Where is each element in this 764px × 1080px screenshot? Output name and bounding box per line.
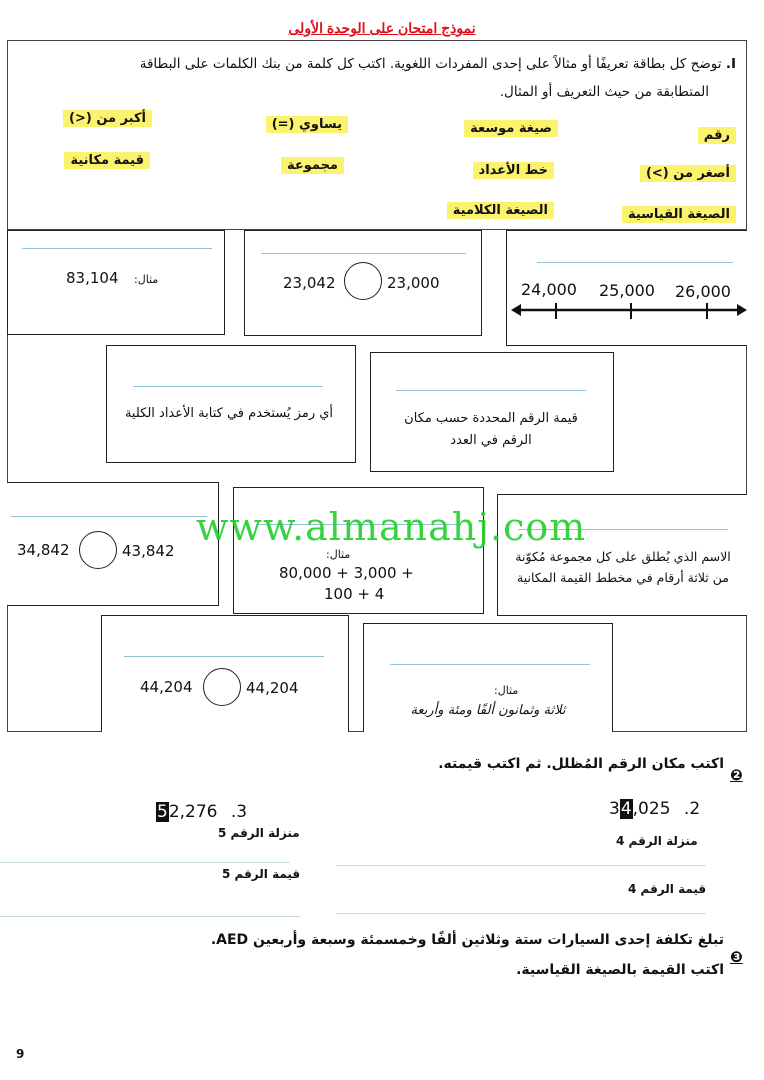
card-1-value: 83,104 — [66, 269, 119, 287]
compare-circle[interactable] — [344, 262, 382, 300]
question-3-line-2: اكتب القيمة بالصيغة القياسية. — [516, 962, 724, 978]
number-line-label-1: 24,000 — [521, 280, 577, 299]
watermark: www.almanahj.com — [196, 505, 587, 549]
question-3-marker: ❸ — [730, 948, 743, 966]
question-2-instruction: اكتب مكان الرقم المُظلل. ثم اكتب قيمته. — [438, 756, 724, 772]
item-2-place-label: منزلة الرقم 4 — [616, 834, 698, 848]
number-line-label-2: 25,000 — [599, 281, 655, 300]
answer-line — [390, 664, 590, 665]
item-2-digit-first: 3 — [609, 799, 620, 819]
card-8-text: الاسم الذي يُطلق على كل مجموعة مُكوّنة من ثلاثة أرقام في مخطط القيمة المكانية — [515, 549, 731, 585]
card-place-value-definition — [370, 352, 614, 472]
question-3-line-1: تبلغ تكلفة إحدى السيارات ستة وثلاثين ألفًا وخمسمئة وسبعة وأربعين AED. — [210, 932, 724, 948]
card-example-standard-form — [7, 230, 225, 335]
card-6-right-number: 43,842 — [122, 542, 175, 560]
question-2-item-3 — [156, 802, 247, 822]
word-bank-digit: رقم — [698, 127, 736, 144]
compare-circle[interactable] — [79, 531, 117, 569]
answer-line — [396, 390, 586, 391]
card-9-left-number: 44,204 — [140, 678, 193, 696]
card-compare-greater — [244, 230, 482, 336]
word-bank-number-line: خط الأعداد — [473, 162, 554, 179]
card-example-word-form — [363, 623, 613, 732]
item-3-value-label: قيمة الرقم 5 — [222, 867, 301, 881]
number-line-label-3: 26,000 — [675, 282, 731, 301]
card-2-left-number: 23,042 — [283, 274, 336, 292]
word-bank-equal-to: يساوي (=) — [266, 116, 348, 133]
shaded-digit: 5 — [157, 802, 168, 822]
compare-circle[interactable] — [203, 668, 241, 706]
page-number: 9 — [16, 1047, 25, 1061]
card-10-label: مثال: — [494, 684, 519, 697]
item-3-place-answer-line[interactable] — [0, 862, 290, 863]
answer-line — [537, 262, 733, 263]
item-2-digits: ,025 — [632, 799, 671, 819]
word-bank-standard-form: الصيغة القياسية — [622, 206, 736, 223]
answer-line — [133, 386, 323, 387]
answer-line — [124, 656, 324, 657]
card-4-text: أي رمز يُستخدم في كتابة الأعداد الكلية — [124, 406, 334, 421]
question-2-item-2 — [609, 799, 700, 819]
number-line-arrow — [511, 299, 747, 321]
item-2-value-label: قيمة الرقم 4 — [628, 882, 707, 896]
item-2-number: .2 — [683, 799, 701, 819]
card-7-line-2: 100 + 4 — [324, 585, 385, 603]
card-compare-equal — [101, 615, 349, 732]
card-7-label: مثال: — [326, 548, 351, 561]
word-bank-expanded-form: صيغة موسعة — [464, 120, 558, 137]
item-3-digits: 2,276 — [168, 802, 218, 822]
card-9-right-number: 44,204 — [246, 679, 299, 697]
word-bank-period: مجموعة — [281, 157, 344, 174]
card-7-line-1: 80,000 + 3,000 + — [279, 564, 414, 582]
question-1-line-1: توضح كل بطاقة تعريفًا أو مثالاً على إحدى المفردات اللغوية. اكتب كل كلمة من بنك الكلمات على البطاقة — [139, 56, 722, 72]
item-3-number: .3 — [230, 802, 248, 822]
answer-line — [22, 248, 212, 249]
card-10-text: ثلاثة وثمانون ألفًا ومئة وأربعة — [410, 703, 566, 718]
word-bank-word-form: الصيغة الكلامية — [447, 202, 554, 219]
question-1-line-2: المتطابقة من حيث التعريف أو المثال. — [499, 84, 709, 100]
card-5-text: قيمة الرقم المحددة حسب مكان الرقم في العدد — [404, 411, 578, 448]
item-3-value-answer-line[interactable] — [0, 916, 300, 917]
card-1-label: مثال: — [134, 273, 159, 286]
card-6-left-number: 34,842 — [17, 541, 70, 559]
word-bank-place-value: قيمة مكانية — [64, 152, 150, 169]
question-1-instruction — [20, 50, 736, 78]
question-1-number: I. — [725, 56, 736, 72]
card-number-line — [506, 230, 747, 346]
word-bank-less-than: أصغر من (>) — [640, 165, 736, 182]
answer-line — [11, 516, 207, 517]
question-2-marker: ❷ — [730, 766, 743, 784]
item-2-value-answer-line[interactable] — [336, 913, 706, 914]
page-title: نموذج امتحان على الوحدة الأولى — [288, 20, 476, 36]
item-3-place-label: منزلة الرقم 5 — [218, 826, 300, 840]
card-2-right-number: 23,000 — [387, 274, 440, 292]
word-bank-greater-than: أكبر من (<) — [63, 110, 152, 127]
shaded-digit: 4 — [620, 799, 632, 819]
answer-line — [261, 253, 466, 254]
card-compare-less — [7, 482, 219, 606]
item-2-place-answer-line[interactable] — [336, 865, 706, 866]
card-digit-definition — [106, 345, 356, 463]
